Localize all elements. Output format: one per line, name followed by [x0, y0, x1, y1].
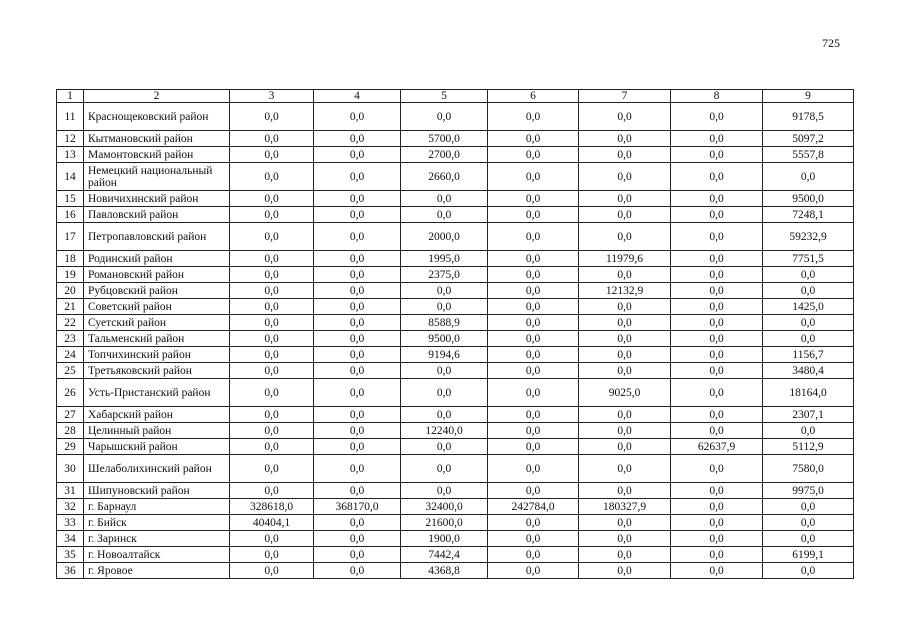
row-number-cell: 14	[57, 163, 84, 191]
value-cell: 18164,0	[763, 379, 854, 407]
table-row	[57, 499, 854, 515]
table-row	[57, 347, 854, 363]
table-row	[57, 223, 854, 251]
value-cell: 0,0	[314, 131, 401, 147]
district-name-cell: Тальменский район	[84, 331, 230, 347]
value-cell: 0,0	[488, 223, 579, 251]
table-row	[57, 363, 854, 379]
value-cell: 4368,8	[401, 563, 488, 579]
value-cell: 0,0	[671, 531, 763, 547]
value-cell: 0,0	[401, 283, 488, 299]
district-name-cell: г. Бийск	[84, 515, 230, 531]
value-cell: 0,0	[488, 363, 579, 379]
value-cell: 0,0	[579, 315, 671, 331]
value-cell: 0,0	[671, 131, 763, 147]
district-name-cell: Суетский район	[84, 315, 230, 331]
value-cell: 0,0	[579, 223, 671, 251]
value-cell: 1995,0	[401, 251, 488, 267]
value-cell: 0,0	[579, 515, 671, 531]
value-cell: 0,0	[671, 379, 763, 407]
value-cell: 0,0	[314, 363, 401, 379]
value-cell: 0,0	[671, 103, 763, 131]
value-cell: 0,0	[314, 547, 401, 563]
table-row	[57, 131, 854, 147]
value-cell: 242784,0	[488, 499, 579, 515]
district-name-cell: Хабарский район	[84, 407, 230, 423]
value-cell: 5112,9	[763, 439, 854, 455]
district-name-cell: Топчихинский район	[84, 347, 230, 363]
row-number-cell: 23	[57, 331, 84, 347]
value-cell: 0,0	[763, 283, 854, 299]
value-cell: 0,0	[230, 347, 314, 363]
value-cell: 0,0	[230, 251, 314, 267]
value-cell: 2660,0	[401, 163, 488, 191]
value-cell: 0,0	[401, 363, 488, 379]
value-cell: 0,0	[314, 299, 401, 315]
value-cell: 0,0	[671, 483, 763, 499]
row-number-cell: 28	[57, 423, 84, 439]
value-cell: 0,0	[763, 563, 854, 579]
value-cell: 0,0	[488, 283, 579, 299]
value-cell: 0,0	[579, 363, 671, 379]
value-cell: 9975,0	[763, 483, 854, 499]
value-cell: 0,0	[579, 331, 671, 347]
value-cell: 0,0	[314, 163, 401, 191]
value-cell: 0,0	[671, 407, 763, 423]
row-number-cell: 21	[57, 299, 84, 315]
value-cell: 180327,9	[579, 499, 671, 515]
value-cell: 0,0	[579, 103, 671, 131]
value-cell: 0,0	[488, 439, 579, 455]
column-header: 5	[401, 90, 488, 103]
value-cell: 0,0	[230, 207, 314, 223]
value-cell: 9500,0	[401, 331, 488, 347]
value-cell: 0,0	[488, 191, 579, 207]
value-cell: 0,0	[230, 163, 314, 191]
row-number-cell: 20	[57, 283, 84, 299]
table-row	[57, 267, 854, 283]
value-cell: 0,0	[671, 191, 763, 207]
value-cell: 1900,0	[401, 531, 488, 547]
value-cell: 59232,9	[763, 223, 854, 251]
value-cell: 0,0	[488, 163, 579, 191]
value-cell: 0,0	[579, 455, 671, 483]
value-cell: 1425,0	[763, 299, 854, 315]
value-cell: 0,0	[671, 547, 763, 563]
value-cell: 0,0	[579, 439, 671, 455]
value-cell: 21600,0	[401, 515, 488, 531]
value-cell: 0,0	[488, 455, 579, 483]
district-name-cell: Краснощековский район	[84, 103, 230, 131]
value-cell: 0,0	[314, 331, 401, 347]
value-cell: 0,0	[230, 439, 314, 455]
table-row	[57, 103, 854, 131]
value-cell: 1156,7	[763, 347, 854, 363]
value-cell: 0,0	[671, 331, 763, 347]
value-cell: 0,0	[401, 407, 488, 423]
value-cell: 0,0	[763, 163, 854, 191]
value-cell: 0,0	[230, 483, 314, 499]
value-cell: 0,0	[230, 283, 314, 299]
value-cell: 0,0	[230, 147, 314, 163]
value-cell: 0,0	[314, 563, 401, 579]
value-cell: 0,0	[671, 223, 763, 251]
row-number-cell: 33	[57, 515, 84, 531]
district-name-cell: Усть-Пристанский район	[84, 379, 230, 407]
value-cell: 0,0	[671, 283, 763, 299]
value-cell: 0,0	[314, 267, 401, 283]
value-cell: 0,0	[314, 103, 401, 131]
value-cell: 0,0	[579, 407, 671, 423]
value-cell: 8588,9	[401, 315, 488, 331]
value-cell: 0,0	[314, 207, 401, 223]
value-cell: 32400,0	[401, 499, 488, 515]
district-name-cell: Целинный район	[84, 423, 230, 439]
value-cell: 0,0	[230, 563, 314, 579]
value-cell: 0,0	[401, 191, 488, 207]
table-row	[57, 191, 854, 207]
value-cell: 2700,0	[401, 147, 488, 163]
value-cell: 0,0	[314, 283, 401, 299]
row-number-cell: 13	[57, 147, 84, 163]
value-cell: 0,0	[488, 207, 579, 223]
district-name-cell: Рубцовский район	[84, 283, 230, 299]
column-header: 1	[57, 90, 84, 103]
value-cell: 0,0	[671, 267, 763, 283]
value-cell: 9178,5	[763, 103, 854, 131]
row-number-cell: 12	[57, 131, 84, 147]
value-cell: 0,0	[488, 331, 579, 347]
value-cell: 0,0	[488, 347, 579, 363]
value-cell: 0,0	[230, 531, 314, 547]
table-row	[57, 379, 854, 407]
value-cell: 2307,1	[763, 407, 854, 423]
value-cell: 5557,8	[763, 147, 854, 163]
row-number-cell: 11	[57, 103, 84, 131]
value-cell: 0,0	[579, 147, 671, 163]
value-cell: 12132,9	[579, 283, 671, 299]
row-number-cell: 32	[57, 499, 84, 515]
value-cell: 11979,6	[579, 251, 671, 267]
district-name-cell: Петропавловский район	[84, 223, 230, 251]
value-cell: 0,0	[230, 315, 314, 331]
value-cell: 0,0	[230, 379, 314, 407]
table-row	[57, 251, 854, 267]
district-name-cell: Павловский район	[84, 207, 230, 223]
district-name-cell: Немецкий национальный район	[84, 163, 230, 191]
row-number-cell: 25	[57, 363, 84, 379]
value-cell: 328618,0	[230, 499, 314, 515]
table-row	[57, 163, 854, 191]
value-cell: 0,0	[314, 251, 401, 267]
value-cell: 2000,0	[401, 223, 488, 251]
value-cell: 0,0	[488, 103, 579, 131]
row-number-cell: 29	[57, 439, 84, 455]
value-cell: 0,0	[401, 103, 488, 131]
value-cell: 0,0	[314, 191, 401, 207]
value-cell: 12240,0	[401, 423, 488, 439]
value-cell: 0,0	[488, 483, 579, 499]
value-cell: 62637,9	[671, 439, 763, 455]
value-cell: 0,0	[314, 347, 401, 363]
value-cell: 0,0	[579, 347, 671, 363]
value-cell: 0,0	[488, 515, 579, 531]
table-row	[57, 531, 854, 547]
district-name-cell: Кытмановский район	[84, 131, 230, 147]
column-header: 2	[84, 90, 230, 103]
value-cell: 0,0	[230, 103, 314, 131]
value-cell: 0,0	[314, 455, 401, 483]
table-row	[57, 283, 854, 299]
value-cell: 0,0	[488, 547, 579, 563]
value-cell: 0,0	[579, 267, 671, 283]
table-row	[57, 207, 854, 223]
district-name-cell: Шелаболихинский район	[84, 455, 230, 483]
column-header: 7	[579, 90, 671, 103]
district-name-cell: г. Барнаул	[84, 499, 230, 515]
row-number-cell: 22	[57, 315, 84, 331]
table-row	[57, 407, 854, 423]
row-number-cell: 15	[57, 191, 84, 207]
value-cell: 0,0	[671, 251, 763, 267]
table-row	[57, 515, 854, 531]
row-number-cell: 17	[57, 223, 84, 251]
value-cell: 0,0	[401, 207, 488, 223]
value-cell: 0,0	[579, 483, 671, 499]
value-cell: 0,0	[314, 483, 401, 499]
row-number-cell: 36	[57, 563, 84, 579]
value-cell: 0,0	[488, 315, 579, 331]
table-row	[57, 483, 854, 499]
value-cell: 7751,5	[763, 251, 854, 267]
column-header: 4	[314, 90, 401, 103]
value-cell: 0,0	[488, 407, 579, 423]
value-cell: 0,0	[488, 131, 579, 147]
table-row	[57, 547, 854, 563]
value-cell: 0,0	[671, 163, 763, 191]
value-cell: 0,0	[230, 423, 314, 439]
value-cell: 0,0	[230, 407, 314, 423]
district-name-cell: Чарышский район	[84, 439, 230, 455]
table-row	[57, 299, 854, 315]
value-cell: 2375,0	[401, 267, 488, 283]
row-number-cell: 30	[57, 455, 84, 483]
value-cell: 0,0	[230, 455, 314, 483]
value-cell: 0,0	[763, 267, 854, 283]
value-cell: 5097,2	[763, 131, 854, 147]
value-cell: 0,0	[579, 299, 671, 315]
table-row	[57, 147, 854, 163]
value-cell: 368170,0	[314, 499, 401, 515]
value-cell: 0,0	[763, 531, 854, 547]
value-cell: 0,0	[671, 515, 763, 531]
value-cell: 40404,1	[230, 515, 314, 531]
value-cell: 0,0	[671, 499, 763, 515]
value-cell: 0,0	[488, 423, 579, 439]
district-name-cell: Романовский район	[84, 267, 230, 283]
value-cell: 0,0	[488, 147, 579, 163]
value-cell: 0,0	[314, 147, 401, 163]
row-number-cell: 27	[57, 407, 84, 423]
table-row	[57, 439, 854, 455]
value-cell: 7442,4	[401, 547, 488, 563]
value-cell: 0,0	[579, 191, 671, 207]
value-cell: 0,0	[314, 439, 401, 455]
value-cell: 0,0	[230, 331, 314, 347]
district-name-cell: Третьяковский район	[84, 363, 230, 379]
value-cell: 9500,0	[763, 191, 854, 207]
value-cell: 0,0	[671, 147, 763, 163]
value-cell: 0,0	[488, 531, 579, 547]
value-cell: 0,0	[671, 363, 763, 379]
table-row	[57, 423, 854, 439]
district-name-cell: Новичихинский район	[84, 191, 230, 207]
value-cell: 0,0	[230, 547, 314, 563]
table-row	[57, 315, 854, 331]
value-cell: 0,0	[488, 563, 579, 579]
value-cell: 0,0	[401, 483, 488, 499]
header-row	[57, 90, 854, 103]
value-cell: 0,0	[230, 267, 314, 283]
column-header: 6	[488, 90, 579, 103]
value-cell: 0,0	[488, 379, 579, 407]
value-cell: 0,0	[314, 423, 401, 439]
value-cell: 0,0	[671, 423, 763, 439]
value-cell: 9025,0	[579, 379, 671, 407]
district-name-cell: Родинский район	[84, 251, 230, 267]
value-cell: 0,0	[671, 207, 763, 223]
value-cell: 0,0	[671, 315, 763, 331]
value-cell: 0,0	[230, 363, 314, 379]
value-cell: 0,0	[763, 499, 854, 515]
value-cell: 0,0	[230, 223, 314, 251]
district-name-cell: Шипуновский район	[84, 483, 230, 499]
value-cell: 0,0	[579, 563, 671, 579]
value-cell: 0,0	[671, 299, 763, 315]
value-cell: 0,0	[763, 315, 854, 331]
row-number-cell: 18	[57, 251, 84, 267]
value-cell: 0,0	[401, 299, 488, 315]
district-name-cell: г. Заринск	[84, 531, 230, 547]
data-table	[56, 89, 854, 579]
value-cell: 5700,0	[401, 131, 488, 147]
value-cell: 0,0	[230, 191, 314, 207]
district-name-cell: Советский район	[84, 299, 230, 315]
district-name-cell: г. Яровое	[84, 563, 230, 579]
value-cell: 0,0	[401, 439, 488, 455]
value-cell: 0,0	[314, 531, 401, 547]
value-cell: 0,0	[488, 299, 579, 315]
value-cell: 0,0	[314, 379, 401, 407]
value-cell: 0,0	[763, 331, 854, 347]
value-cell: 3480,4	[763, 363, 854, 379]
value-cell: 0,0	[671, 563, 763, 579]
value-cell: 0,0	[488, 267, 579, 283]
value-cell: 0,0	[401, 455, 488, 483]
district-name-cell: г. Новоалтайск	[84, 547, 230, 563]
value-cell: 0,0	[671, 455, 763, 483]
table-row	[57, 563, 854, 579]
column-header: 8	[671, 90, 763, 103]
row-number-cell: 31	[57, 483, 84, 499]
value-cell: 0,0	[314, 407, 401, 423]
value-cell: 7248,1	[763, 207, 854, 223]
value-cell: 0,0	[230, 131, 314, 147]
value-cell: 0,0	[579, 531, 671, 547]
table-body	[57, 103, 854, 579]
row-number-cell: 26	[57, 379, 84, 407]
value-cell: 0,0	[579, 207, 671, 223]
value-cell: 6199,1	[763, 547, 854, 563]
row-number-cell: 24	[57, 347, 84, 363]
row-number-cell: 34	[57, 531, 84, 547]
row-number-cell: 19	[57, 267, 84, 283]
column-header: 9	[763, 90, 854, 103]
value-cell: 0,0	[579, 423, 671, 439]
value-cell: 0,0	[230, 299, 314, 315]
value-cell: 0,0	[401, 379, 488, 407]
district-name-cell: Мамонтовский район	[84, 147, 230, 163]
table-row	[57, 455, 854, 483]
row-number-cell: 16	[57, 207, 84, 223]
value-cell: 0,0	[488, 251, 579, 267]
value-cell: 0,0	[314, 315, 401, 331]
row-number-cell: 35	[57, 547, 84, 563]
value-cell: 0,0	[579, 131, 671, 147]
value-cell: 0,0	[579, 163, 671, 191]
page-number: 725	[822, 36, 840, 50]
value-cell: 0,0	[314, 223, 401, 251]
value-cell: 9194,6	[401, 347, 488, 363]
value-cell: 0,0	[579, 547, 671, 563]
value-cell: 7580,0	[763, 455, 854, 483]
value-cell: 0,0	[763, 423, 854, 439]
column-header: 3	[230, 90, 314, 103]
value-cell: 0,0	[763, 515, 854, 531]
table-row	[57, 331, 854, 347]
value-cell: 0,0	[671, 347, 763, 363]
value-cell: 0,0	[314, 515, 401, 531]
